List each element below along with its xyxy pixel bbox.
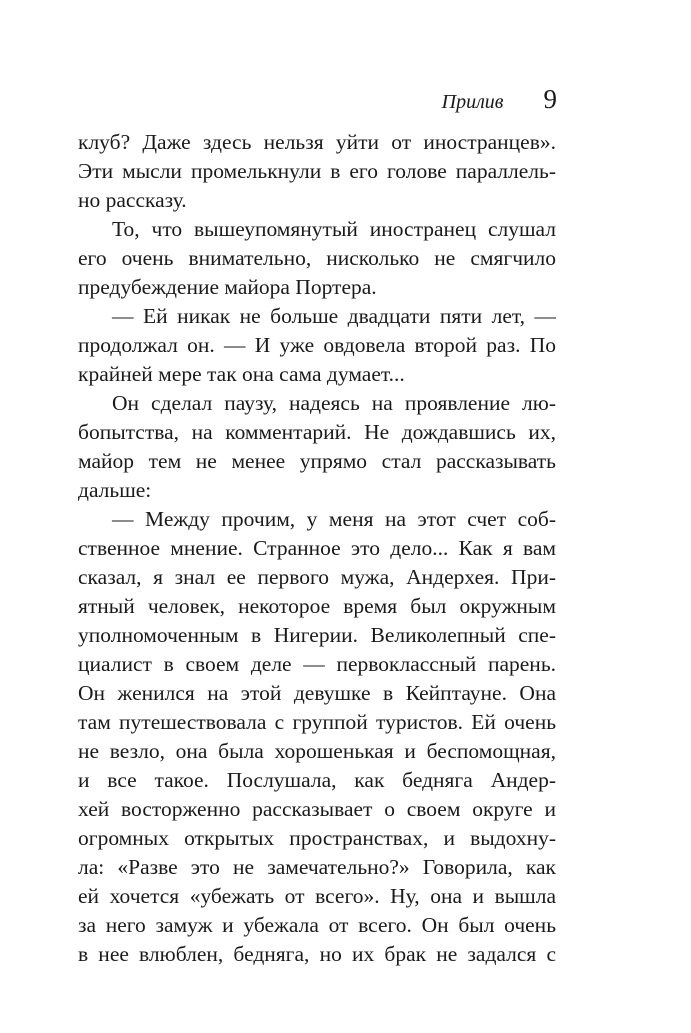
text-line: клуб? Даже здесь нельзя уйти от иностранцев». <box>78 130 556 154</box>
text-line: майор тем не менее упрямо стал рассказывать <box>78 449 556 473</box>
text-line: предубеждение майора Портера. <box>78 275 377 299</box>
text-line: там путешествовала с группой туристов. Ей очень <box>78 710 556 734</box>
text-line: ла: «Разве это не замечательно?» Говорила, как <box>78 855 556 879</box>
running-title: Прилив <box>441 91 504 113</box>
running-header <box>442 84 557 115</box>
page-number: 9 <box>543 84 557 114</box>
text-line: его очень внимательно, нисколько не смягчило <box>78 246 556 270</box>
text-line: ей хочется «убежать от всего». Ну, она и вышла <box>78 884 556 908</box>
text-line: за него замуж и убежала от всего. Он был очень <box>78 913 556 937</box>
body-text <box>78 128 556 969</box>
text-line: уполномоченным в Нигерии. Великолепный спе- <box>78 623 556 647</box>
text-line: но рассказу. <box>78 188 187 212</box>
text-line: — Между прочим, у меня на этот счет соб- <box>112 507 556 531</box>
text-line: ственное мнение. Странное это дело... Как я вам <box>78 536 556 560</box>
text-line: бопытства, на комментарий. Не дождавшись их, <box>78 420 556 444</box>
text-line: Он сделал паузу, надеясь на проявление лю- <box>112 391 556 415</box>
text-line: Эти мысли промелькнули в его голове параллель- <box>78 159 556 183</box>
text-line: хей восторженно рассказывает о своем округе и <box>78 797 556 821</box>
text-line: сказал, я знал ее первого мужа, Андерхея. При- <box>78 565 556 589</box>
text-line: в нее влюблен, бедняга, но их брак не задался с <box>78 942 556 966</box>
text-line: То, что вышеупомянутый иностранец слушал <box>112 217 556 241</box>
text-line: — Ей никак не больше двадцати пяти лет, — <box>112 304 556 328</box>
text-line: огромных открытых пространствах, и выдохну- <box>78 826 556 850</box>
text-line: и все такое. Послушала, как бедняга Андер- <box>78 768 556 792</box>
text-line: дальше: <box>78 478 152 502</box>
text-line: Он женился на этой девушке в Кейптауне. Она <box>78 681 556 705</box>
text-line: крайней мере так она сама думает... <box>78 362 405 386</box>
text-line: ятный человек, некоторое время был окружным <box>78 594 556 618</box>
text-line: не везло, она была хорошенькая и беспомощная, <box>78 739 556 763</box>
text-line: продолжал он. — И уже овдовела второй раз. По <box>78 333 556 357</box>
text-line: циалист в своем деле — первоклассный парень. <box>78 652 556 676</box>
